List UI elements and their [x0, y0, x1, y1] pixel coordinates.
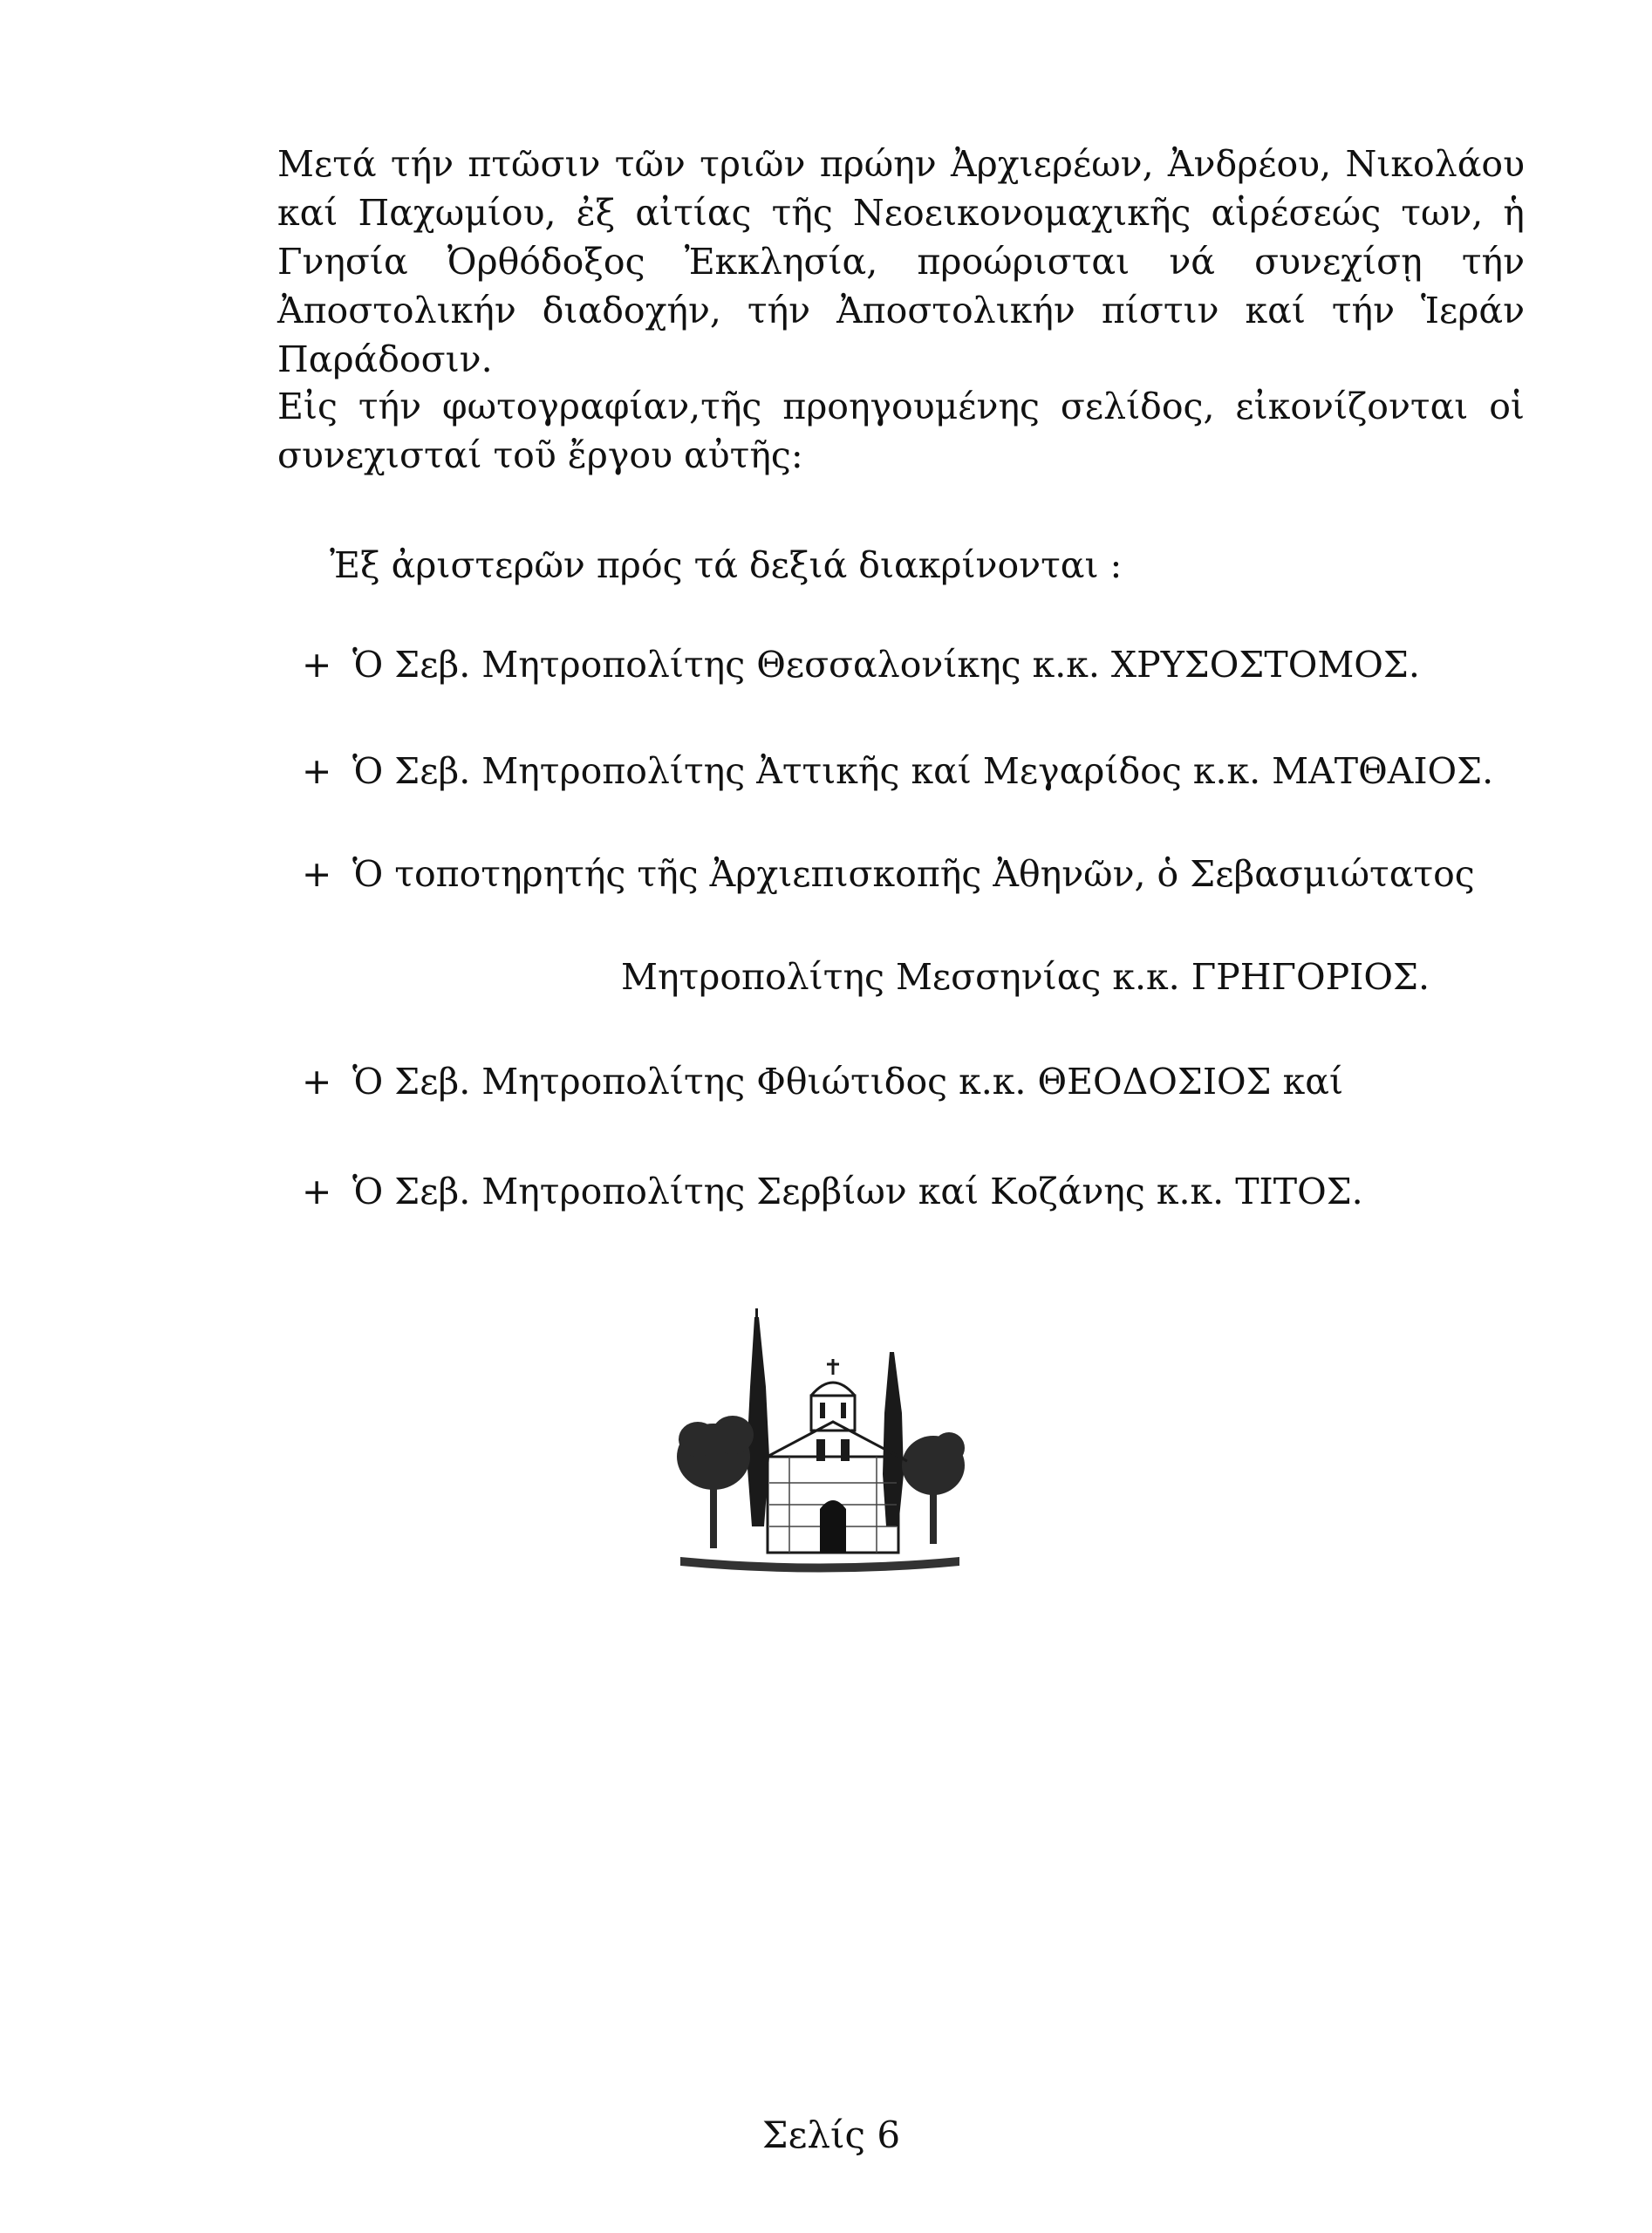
list-item	[302, 850, 1475, 898]
entry-text: Ὁ Σεβ. Μητροπολίτης Θεσσαλονίκης κ.κ. ΧΡΥΣΟΣΤΟΜΟΣ.	[352, 644, 1420, 686]
entry-text: Ὁ Σεβ. Μητροπολίτης Ἀττικῆς καί Μεγαρίδος κ.κ. ΜΑΤΘΑΙΟΣ.	[352, 750, 1494, 792]
list-item	[302, 747, 1493, 796]
cross-marker: +	[302, 1061, 332, 1103]
cross-marker: +	[302, 750, 332, 792]
intro-paragraph: Μετά τήν πτῶσιν τῶν τριῶν πρώην Ἀρχιερέων, Ἀνδρέου, Νικολάου καί Παχωμίου, ἐξ αἰτίας τῆς Νεοεικονομαχικῆς αἱρέσεώς των, ἡ Γνησία Ὀρθόδοξος Ἐκκλησία, προώρισται νά συνεχίσῃ τήν Ἀποστολικήν διαδοχήν, τήν Ἀποστολικήν πίστιν καί τήν Ἱεράν Παράδοσιν.	[277, 143, 1525, 380]
entry-text: Ὁ Σεβ. Μητροπολίτης Φθιώτιδος κ.κ. ΘΕΟΔΟΣΙΟΣ καί	[352, 1061, 1344, 1103]
list-item	[302, 640, 1420, 689]
entry-continuation: Μητροπολίτης Μεσσηνίας κ.κ. ΓΡΗΓΟΡΙΟΣ.	[621, 956, 1430, 998]
list-item	[302, 1057, 1343, 1106]
entry-text: Ὁ Σεβ. Μητροπολίτης Σερβίων καί Κοζάνης κ.κ. ΤΙΤΟΣ.	[352, 1171, 1363, 1212]
entry-text: Ὁ τοποτηρητής τῆς Ἀρχιεπισκοπῆς Ἀθηνῶν, ὁ Σεβασμιώτατος	[352, 853, 1475, 895]
page-number-label: Σελίς 6	[761, 2113, 901, 2156]
lead-line: Ἐξ ἀριστερῶν πρός τά δεξιά διακρίνονται :	[330, 544, 1123, 586]
list-item	[302, 1167, 1363, 1216]
photo-paragraph: Εἰς τήν φωτογραφίαν,τῆς προηγουμένης σελίδος, εἰκονίζονται οἱ συνεχισταί τοῦ ἔργου αὐτῆς:	[277, 386, 1525, 476]
cross-marker: +	[302, 853, 332, 895]
cross-marker: +	[302, 644, 332, 686]
church-icon	[672, 1308, 968, 1596]
cross-marker: +	[302, 1171, 332, 1212]
page-number	[0, 2111, 1652, 2160]
